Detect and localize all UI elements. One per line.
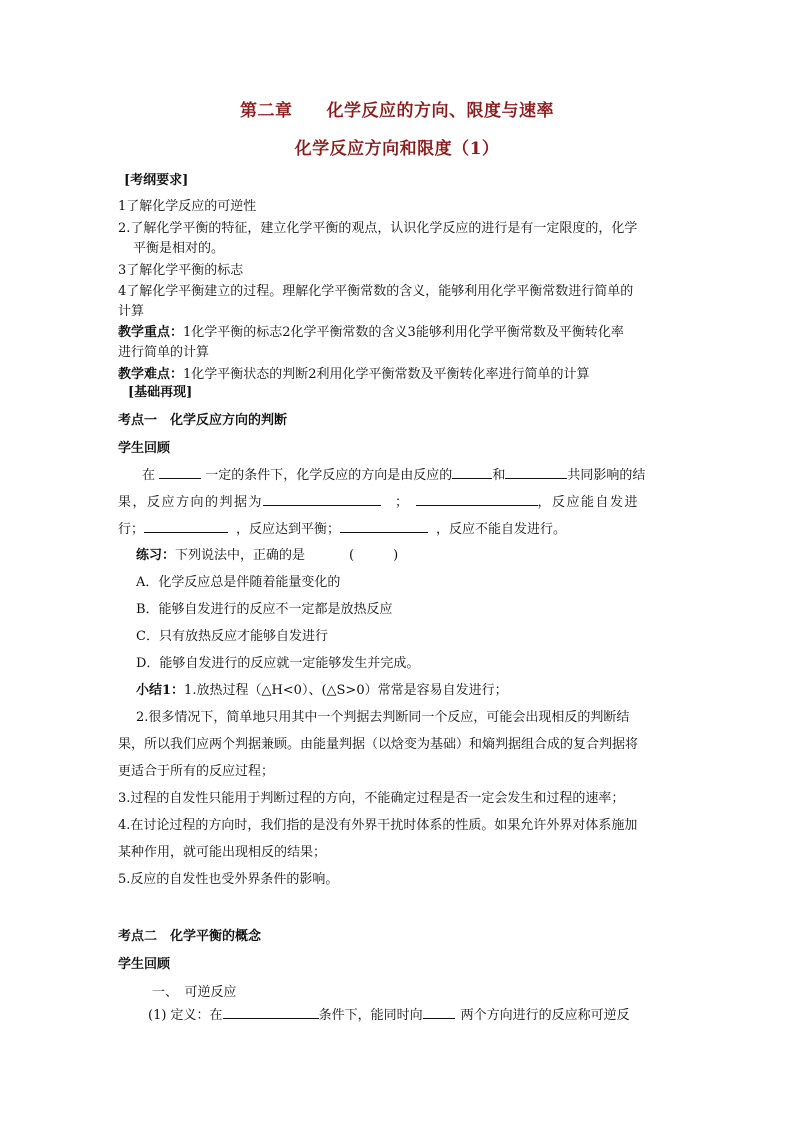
text-fragment: 和 [492,468,506,483]
fill-blank-9[interactable] [423,1006,455,1019]
summary-2: 2.很多情况下，简单地只用其中一个判据去判断同一个反应，可能会出现相反的判断结 [136,710,630,725]
text-fragment: 果，反应方向的判据为 [118,495,264,510]
fill-blank-6[interactable] [144,520,228,533]
basics-heading: [基础再现] [128,385,193,400]
requirements-heading: [考纲要求] [124,173,189,188]
key-points-text: 1化学平衡的标志2化学平衡常数的含义3能够利用化学平衡常数及平衡转化率 [183,325,624,340]
text-fragment: ，反应达到平衡； [236,522,341,537]
text-fragment: (1) 定义：在 [148,1008,223,1023]
option-b: B．能够自发进行的反应不一定都是放热反应 [136,602,393,617]
summary-text: 1.放热过程（△H<0）、(△S>0）常常是容易自发进行； [184,683,508,698]
text-fragment: 条件下，能同时向 [318,1008,423,1023]
section1-para-line1 [142,466,645,485]
fill-blank-8[interactable] [223,1006,319,1019]
difficulties [118,366,590,384]
difficulties-text: 1化学平衡状态的判断2利用化学平衡常数及平衡转化率进行简单的计算 [183,367,590,382]
summary-1 [136,682,508,700]
fill-blank-7[interactable] [340,520,428,533]
fill-blank-4[interactable] [263,493,381,506]
section1-para-line3 [118,520,566,539]
summary-4: 4.在讨论过程的方向时，我们指的是没有外界干扰时体系的性质。如果允许外界对体系施加 [118,818,638,833]
exercise-question: 下列说法中，正确的是 [175,548,306,563]
section2-definition [148,1006,630,1025]
key-points-label: 教学重点： [118,325,184,340]
chapter-number: 第二章 [240,101,293,121]
requirement-1: 1了解化学反应的可逆性 [118,199,257,214]
section2-review: 学生回顾 [118,957,171,972]
fill-blank-3[interactable] [505,466,567,479]
fill-blank-1[interactable] [159,466,201,479]
requirement-2: 2.了解化学平衡的特征，建立化学平衡的观点，认识化学反应的进行是有一定限度的，化学 [118,221,638,236]
option-d: D．能够自发进行的反应就一定能够发生并完成。 [136,656,420,671]
requirement-4-cont: 计算 [118,304,145,319]
exercise-label: 练习： [136,548,176,563]
summary-3: 3.过程的自发性只能用于判断过程的方向，不能确定过程是否一定会发生和过程的速率； [118,791,625,806]
lesson-title: 化学反应方向和限度（1） [294,139,500,159]
fill-blank-5[interactable] [416,493,538,506]
section2-item1: 一、 可逆反应 [152,985,237,1000]
requirement-2-cont: 平衡是相对的。 [133,241,225,256]
summary-4-cont: 某种作用，就可能出现相反的结果； [118,845,327,860]
option-c: C．只有放热反应才能够自发进行 [136,629,328,644]
text-fragment: 行； [118,522,145,537]
summary-5: 5.反应的自发性也受外界条件的影响。 [118,872,339,887]
key-points-cont: 进行简单的计算 [118,345,210,360]
section1-review: 学生回顾 [118,441,171,456]
text-fragment: ，反应不能自发进行。 [436,522,567,537]
chapter-name: 化学反应的方向、限度与速率 [326,101,554,121]
chapter-title [0,96,794,121]
section1-para-line2 [118,493,639,512]
text-fragment: 在 [142,468,156,483]
summary-2-cont2: 更适合于所有的反应过程； [118,764,275,779]
text-fragment: 共同影响的结 [567,468,646,483]
summary-label: 小结1： [136,683,185,698]
key-points [118,324,624,342]
requirement-4: 4了解化学平衡建立的过程。理解化学平衡常数的含义，能够利用化学平衡常数进行简单的 [118,284,634,299]
answer-bracket[interactable]: ( ) [349,548,399,563]
text-fragment: ； [395,495,410,510]
option-a: A．化学反应总是伴随着能量变化的 [136,575,341,590]
text-fragment: 两个方向进行的反应称可逆反 [460,1008,630,1023]
summary-2-cont: 果，所以我们应两个判据兼顾。由能量判据（以焓变为基础）和熵判据组合成的复合判据将 [118,737,639,752]
section2-heading: 考点二 化学平衡的概念 [118,929,262,944]
text-fragment: ，反应能自发进 [537,495,640,510]
fill-blank-2[interactable] [452,466,492,479]
requirement-3: 3了解化学平衡的标志 [118,263,244,278]
section1-heading: 考点一 化学反应方向的判断 [118,413,288,428]
exercise [136,547,398,565]
text-fragment: 一定的条件下，化学反应的方向是由反应的 [205,468,453,483]
difficulties-label: 教学难点： [118,367,184,382]
